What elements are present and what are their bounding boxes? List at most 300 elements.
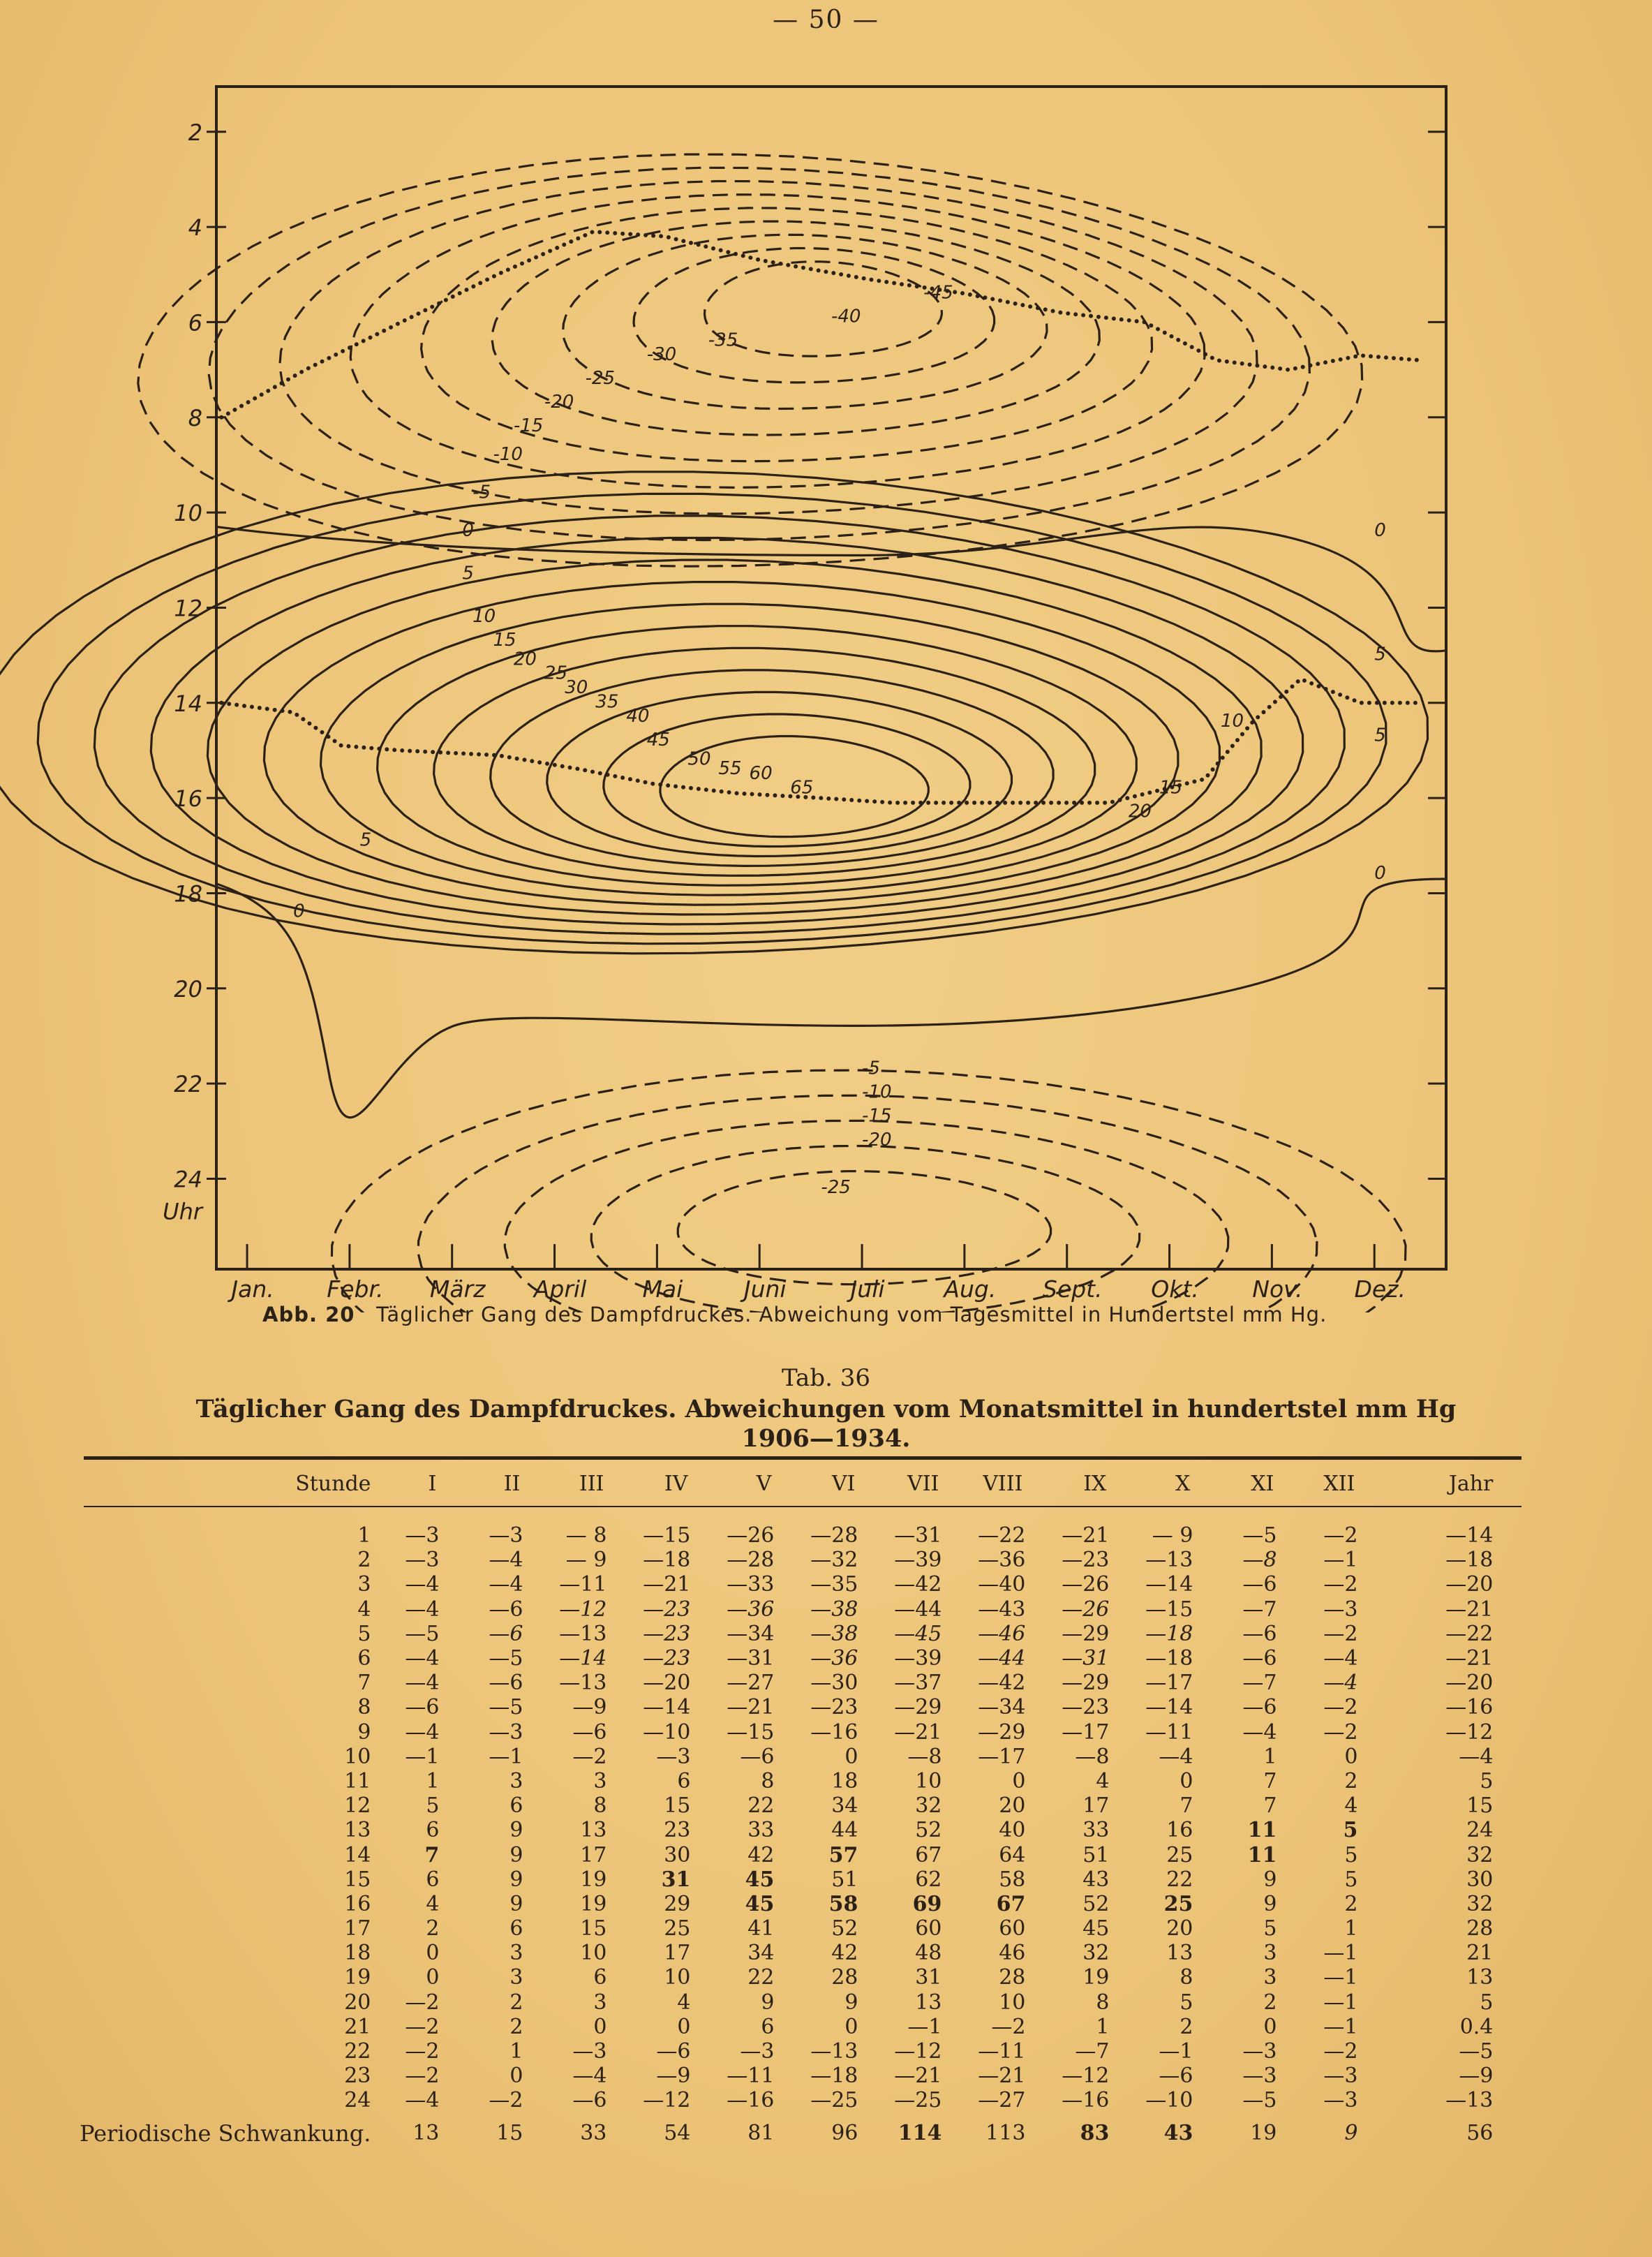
row-hour: 15 (344, 1867, 371, 1892)
table-cell: 0 (844, 2014, 858, 2039)
table-cell: 5 (1180, 1990, 1193, 2015)
y-tick-label: 20 (174, 975, 202, 1002)
table-cell: 20 (1166, 1916, 1193, 1941)
row-hour: 8 (357, 1695, 371, 1720)
y-tick-label: 22 (174, 1071, 202, 1098)
table-cell: 29 (664, 1891, 691, 1916)
table-row (70, 1892, 1493, 1916)
table-cell: —44 (978, 1646, 1026, 1671)
table-cell: —1 (489, 1744, 523, 1769)
table-cell: —7 (1075, 2039, 1110, 2064)
table-cell: 11 (1247, 1842, 1277, 1867)
data-table (70, 1462, 1493, 2147)
contour-label: 25 (544, 663, 567, 684)
table-cell: 9 (509, 1842, 523, 1867)
contour-label: -15 (862, 1105, 892, 1127)
table-row (70, 1720, 1493, 1745)
table-row (70, 2039, 1493, 2064)
table-row (70, 1548, 1493, 1572)
table-cell: —3 (740, 2039, 775, 2064)
contour-label: 50 (687, 748, 711, 770)
y-tick-label: 12 (174, 595, 202, 622)
table-cell: 33 (747, 1818, 775, 1843)
table-cell: 5 (1480, 1990, 1494, 2015)
table-cell: —6 (1242, 1646, 1277, 1671)
table-cell: 0 (426, 1965, 440, 1990)
contour-positive (207, 560, 1261, 915)
table-cell: 62 (915, 1867, 942, 1892)
table-cell: 6 (677, 1768, 691, 1793)
table-cell: 10 (999, 1990, 1026, 2015)
table-cell: —3 (1323, 2064, 1358, 2089)
table-cell: —4 (1459, 1744, 1494, 1769)
contour-label: -10 (862, 1081, 892, 1103)
contour-label: 0 (1374, 520, 1386, 542)
table-cell: 19 (1082, 1965, 1110, 1990)
table-cell: 6 (509, 1916, 523, 1941)
table-cell: 0 (844, 1744, 858, 1769)
contour-positive (0, 472, 1428, 954)
row-hour: 11 (344, 1768, 371, 1793)
table-cell: 21 (1466, 1941, 1494, 1966)
table-cell: —4 (405, 1671, 440, 1696)
table-cell: —12 (1445, 1719, 1494, 1745)
table-cell: 2 (1263, 1990, 1277, 2015)
table-cell: 46 (999, 1941, 1026, 1966)
table-cell: —14 (643, 1695, 691, 1720)
table-cell: —4 (405, 2088, 440, 2113)
table-cell: 52 (831, 1916, 858, 1941)
summary-cell: 83 (1080, 2121, 1110, 2145)
table-cell: —15 (1145, 1597, 1193, 1622)
row-hour: 13 (344, 1818, 371, 1843)
contour-label: 0 (1374, 863, 1386, 885)
table-cell: 25 (1163, 1891, 1193, 1916)
table-cell: —3 (1323, 1597, 1358, 1622)
table-cell: —6 (1242, 1572, 1277, 1597)
table-cell: —12 (643, 2088, 691, 2113)
table-cell: 33 (1082, 1818, 1110, 1843)
table-cell: —14 (559, 1646, 607, 1671)
contour-label: 5 (462, 563, 474, 584)
row-hour: 7 (357, 1671, 371, 1696)
table-cell: —3 (1242, 2064, 1277, 2089)
table-cell: —29 (1062, 1671, 1110, 1696)
table-cell: —26 (1062, 1597, 1110, 1622)
table-cell: 17 (664, 1941, 691, 1966)
row-hour: 18 (344, 1941, 371, 1966)
column-header: Jahr (1448, 1471, 1494, 1496)
table-cell: —9 (572, 1695, 607, 1720)
table-cell: 19 (580, 1891, 607, 1916)
row-hour: 1 (357, 1523, 371, 1548)
table-cell: —12 (894, 2039, 942, 2064)
table-row (70, 1990, 1493, 2015)
table-cell: —6 (572, 2088, 607, 2113)
axis-ticks (163, 119, 1446, 1303)
contour-negative-morning (634, 249, 995, 383)
contour-label: -35 (708, 330, 738, 351)
table-number: Tab. 36 (782, 1364, 870, 1392)
row-hour: 20 (344, 1990, 371, 2015)
table-cell: —6 (572, 1719, 607, 1745)
table-cell: 0 (1344, 1744, 1358, 1769)
table-cell: 0 (426, 1941, 440, 1966)
column-header: IX (1083, 1471, 1107, 1496)
table-cell: 13 (580, 1818, 607, 1843)
table-cell: —2 (991, 2014, 1026, 2039)
row-hour: 19 (344, 1965, 371, 1990)
summary-cell: 113 (985, 2121, 1026, 2145)
column-header: VII (907, 1471, 939, 1496)
table-cell: 8 (593, 1793, 607, 1819)
table-cell: 32 (1466, 1891, 1494, 1916)
table-cell: 52 (1082, 1891, 1110, 1916)
table-cell: —1 (1323, 1965, 1358, 1990)
x-category-label: April (533, 1275, 587, 1303)
contour-label: 10 (472, 605, 496, 627)
table-cell: —5 (405, 1621, 440, 1646)
table-cell: 6 (426, 1818, 440, 1843)
table-cell: 15 (1466, 1793, 1494, 1819)
table-row (70, 2015, 1493, 2039)
table-cell: 58 (999, 1867, 1026, 1892)
page-number: — 50 — (773, 6, 879, 34)
contour-label: -30 (646, 343, 677, 365)
table-cell: 4 (677, 1990, 691, 2015)
y-tick-label: 18 (174, 880, 202, 908)
table-cell: 45 (1082, 1916, 1110, 1941)
table-cell: 19 (580, 1867, 607, 1892)
contour-negative-morning (209, 168, 1309, 540)
table-cell: 9 (844, 1990, 858, 2015)
table-cell: 30 (664, 1842, 691, 1867)
table-cell: —46 (978, 1621, 1026, 1646)
table-cell: 13 (915, 1990, 942, 2015)
row-hour: 12 (344, 1793, 371, 1819)
table-cell: 1 (1096, 2014, 1110, 2039)
table-cell: 6 (426, 1867, 440, 1892)
table-cell: —14 (1145, 1695, 1193, 1720)
x-category-label: Febr. (327, 1275, 384, 1303)
table-cell: 1 (426, 1768, 440, 1793)
table-cell: —9 (1459, 2064, 1494, 2089)
table-cell: 6 (761, 2014, 775, 2039)
table-cell: —4 (489, 1548, 523, 1573)
table-cell: 67 (996, 1891, 1026, 1916)
table-row (70, 1867, 1493, 1892)
table-cell: —20 (1445, 1671, 1494, 1696)
table-row (70, 1695, 1493, 1719)
table-cell: 2 (426, 1916, 440, 1941)
table-cell: —2 (1323, 1572, 1358, 1597)
table-cell: —3 (656, 1744, 691, 1769)
table-cell: 34 (831, 1793, 858, 1819)
table-title-line2: 1906—1934. (741, 1424, 911, 1453)
table-cell: 22 (747, 1793, 775, 1819)
table-cell: —20 (643, 1671, 691, 1696)
table-cell: —21 (894, 2064, 942, 2089)
table-cell: —10 (643, 1719, 691, 1745)
summary-cell: 13 (412, 2121, 440, 2145)
table-cell: —21 (727, 1695, 775, 1720)
table-cell: 69 (912, 1891, 942, 1916)
contour-label: 10 (1220, 710, 1244, 732)
table-cell: — 9 (1152, 1523, 1193, 1548)
table-cell: 28 (1466, 1916, 1494, 1941)
table-cell: —2 (1323, 2039, 1358, 2064)
table-cell: —23 (643, 1597, 691, 1622)
y-tick-label: 2 (188, 119, 202, 146)
table-cell: —13 (810, 2039, 858, 2064)
table-cell: —3 (405, 1548, 440, 1573)
contour-positive (94, 516, 1344, 934)
table-cell: 15 (664, 1793, 691, 1819)
row-hour: 4 (357, 1597, 371, 1622)
row-hour: 16 (344, 1891, 371, 1916)
table-cell: —1 (1323, 1990, 1358, 2015)
column-header: III (579, 1471, 604, 1496)
table-cell: —23 (1062, 1695, 1110, 1720)
table-cell: 23 (664, 1818, 691, 1843)
table-cell: —36 (978, 1548, 1026, 1573)
table-cell: —40 (978, 1572, 1026, 1597)
table-cell: 9 (509, 1867, 523, 1892)
table-cell: —1 (1323, 1941, 1358, 1966)
table-cell: —6 (405, 1695, 440, 1720)
table-cell: —2 (489, 2088, 523, 2113)
table-cell: 42 (831, 1941, 858, 1966)
table-cell: 3 (593, 1990, 607, 2015)
table-row (70, 1769, 1493, 1793)
contour-label: 55 (718, 758, 742, 780)
contour-label: 45 (646, 730, 670, 751)
table-cell: 3 (1263, 1941, 1277, 1966)
table-cell: —16 (1062, 2088, 1110, 2113)
table-cell: —7 (1242, 1671, 1277, 1696)
table-cell: —6 (1159, 2064, 1193, 2089)
x-category-label: Dez. (1354, 1275, 1406, 1303)
table-cell: —2 (1323, 1695, 1358, 1720)
table-cell: —44 (894, 1597, 942, 1622)
table-cell: 2 (509, 1990, 523, 2015)
table-cell: 7 (424, 1842, 440, 1867)
table-cell: —25 (894, 2088, 942, 2113)
table-cell: 2 (1344, 1768, 1358, 1793)
table-cell: —6 (489, 1621, 523, 1646)
table-cell: 3 (1263, 1965, 1277, 1990)
table-cell: —31 (1062, 1646, 1110, 1671)
y-tick-label: 14 (174, 690, 202, 717)
row-hour: 6 (357, 1646, 371, 1671)
figure-caption-text: Täglicher Gang des Dampfdruckes. Abweichung vom Tagesmittel in Hundertstel mm Hg. (376, 1303, 1327, 1326)
column-header: I (428, 1471, 437, 1496)
table-cell: —2 (405, 2014, 440, 2039)
table-cell: 41 (747, 1916, 775, 1941)
summary-cell: 54 (664, 2121, 691, 2145)
table-cell: —5 (489, 1695, 523, 1720)
table-cell: —9 (656, 2064, 691, 2089)
table-top-rule (84, 1456, 1521, 1460)
table-cell: —7 (1242, 1597, 1277, 1622)
table-cell: 1 (1263, 1744, 1277, 1769)
table-cell: —43 (978, 1597, 1026, 1622)
table-cell: —2 (405, 1990, 440, 2015)
table-cell: —1 (1323, 2014, 1358, 2039)
table-cell: 28 (831, 1965, 858, 1990)
table-cell: —18 (810, 2064, 858, 2089)
table-cell: 2 (1180, 2014, 1193, 2039)
table-cell: —34 (727, 1621, 775, 1646)
table-cell: —4 (405, 1572, 440, 1597)
table-cell: —23 (1062, 1548, 1110, 1573)
table-cell: 4 (1344, 1793, 1358, 1819)
table-cell: —21 (978, 2064, 1026, 2089)
contour-label: 0 (462, 520, 474, 542)
table-cell: 3 (509, 1965, 523, 1990)
table-cell: —14 (1145, 1572, 1193, 1597)
table-cell: 1 (1344, 1916, 1358, 1941)
table-cell: —4 (572, 2064, 607, 2089)
contour-label: 15 (1159, 777, 1182, 799)
x-category-label: Juni (743, 1275, 787, 1303)
dotted-max-curve (221, 679, 1420, 803)
table-cell: 9 (1263, 1867, 1277, 1892)
summary-cell: 81 (747, 2121, 775, 2145)
row-hour: 23 (344, 2064, 371, 2089)
row-hour: 10 (344, 1744, 371, 1769)
table-cell: —42 (894, 1572, 942, 1597)
table-cell: —18 (643, 1548, 691, 1573)
table-cell: 0 (1012, 1768, 1026, 1793)
table-cell: —3 (1242, 2039, 1277, 2064)
x-category-label: Sept. (1042, 1275, 1103, 1303)
y-tick-label: 16 (174, 785, 202, 813)
table-cell: —26 (727, 1523, 775, 1548)
table-cell: —2 (1323, 1621, 1358, 1646)
row-hour: 14 (344, 1842, 371, 1867)
row-hour: 2 (357, 1548, 371, 1573)
table-cell: 0 (677, 2014, 691, 2039)
table-cell: 9 (509, 1818, 523, 1843)
table-cell: —3 (489, 1719, 523, 1745)
row-hour: 22 (344, 2039, 371, 2064)
table-cell: —1 (1323, 1548, 1358, 1573)
table-cell: —2 (1323, 1719, 1358, 1745)
table-cell: 13 (1166, 1941, 1193, 1966)
table-cell: 24 (1466, 1818, 1494, 1843)
contour-label: 20 (1128, 801, 1152, 822)
table-cell: 13 (1466, 1965, 1494, 1990)
column-header: X (1175, 1471, 1191, 1496)
table-cell: 2 (509, 2014, 523, 2039)
table-cell: 7 (1263, 1768, 1277, 1793)
figure-caption (262, 1303, 1327, 1326)
table-row (70, 2064, 1493, 2088)
table-cell: 11 (1247, 1818, 1277, 1843)
table-cell: —42 (978, 1671, 1026, 1696)
table-cell: 4 (426, 1891, 440, 1916)
table-cell: —12 (1062, 2064, 1110, 2089)
x-category-label: März (429, 1275, 486, 1303)
table-cell: 60 (999, 1916, 1026, 1941)
table-cell: —6 (489, 1671, 523, 1696)
table-cell: —33 (727, 1572, 775, 1597)
column-header: XII (1323, 1471, 1355, 1496)
table-row (70, 1505, 1493, 1548)
x-category-label: Okt. (1151, 1275, 1199, 1303)
table-cell: 51 (831, 1867, 858, 1892)
y-tick-label: 10 (174, 500, 202, 527)
column-header: XI (1251, 1471, 1274, 1496)
table-cell: —3 (405, 1523, 440, 1548)
table-cell: —21 (894, 1719, 942, 1745)
table-cell: —29 (894, 1695, 942, 1720)
contour-label: 5 (359, 829, 372, 851)
table-cell: —11 (978, 2039, 1026, 2064)
table-row (70, 1916, 1493, 1941)
table-cell: — 9 (565, 1548, 607, 1573)
column-header: VI (831, 1471, 856, 1496)
summary-cell: 9 (1344, 2121, 1358, 2145)
table-cell: —2 (1323, 1523, 1358, 1548)
table-cell: —8 (907, 1744, 942, 1769)
table-cell: —4 (405, 1646, 440, 1671)
table-cell: 34 (747, 1941, 775, 1966)
table-cell: 22 (747, 1965, 775, 1990)
contour-negative-evening (678, 1171, 1050, 1285)
table-cell: —32 (810, 1548, 858, 1573)
row-hour: 24 (344, 2088, 371, 2113)
table-cell: —11 (559, 1572, 607, 1597)
contour-label: -45 (923, 282, 953, 304)
table-cell: —17 (978, 1744, 1026, 1769)
table-cell: —26 (1062, 1572, 1110, 1597)
x-category-label: Nov. (1252, 1275, 1303, 1303)
table-row (70, 1965, 1493, 1990)
table-cell: 7 (1263, 1793, 1277, 1819)
table-row (70, 1818, 1493, 1842)
plot-frame (216, 87, 1446, 1269)
table-cell: 5 (1344, 1867, 1358, 1892)
column-header: VIII (983, 1471, 1023, 1496)
table-cell: 9 (509, 1891, 523, 1916)
summary-cell: 56 (1466, 2121, 1494, 2145)
table-cell: 5 (1263, 1916, 1277, 1941)
contour-label: -15 (513, 415, 544, 437)
table-cell: —3 (572, 2039, 607, 2064)
table-cell: —4 (405, 1597, 440, 1622)
row-hour: 21 (344, 2014, 371, 2039)
table-cell: —23 (643, 1621, 691, 1646)
table-cell: —39 (894, 1548, 942, 1573)
table-cell: 16 (1166, 1818, 1193, 1843)
contour-label: -5 (862, 1058, 880, 1079)
table-cell: —27 (727, 1671, 775, 1696)
table-cell: 17 (580, 1842, 607, 1867)
table-cell: —27 (978, 2088, 1026, 2113)
summary-row (70, 2113, 1493, 2147)
x-category-label: Mai (642, 1275, 683, 1303)
row-hour: 9 (357, 1719, 371, 1745)
table-cell: 60 (915, 1916, 942, 1941)
table-cell: —6 (1242, 1695, 1277, 1720)
table-cell: —5 (1242, 1523, 1277, 1548)
contour-label: 15 (493, 629, 516, 651)
table-cell: —4 (1323, 1646, 1358, 1671)
contour-label: 5 (1374, 644, 1386, 665)
table-cell: 5 (426, 1793, 440, 1819)
